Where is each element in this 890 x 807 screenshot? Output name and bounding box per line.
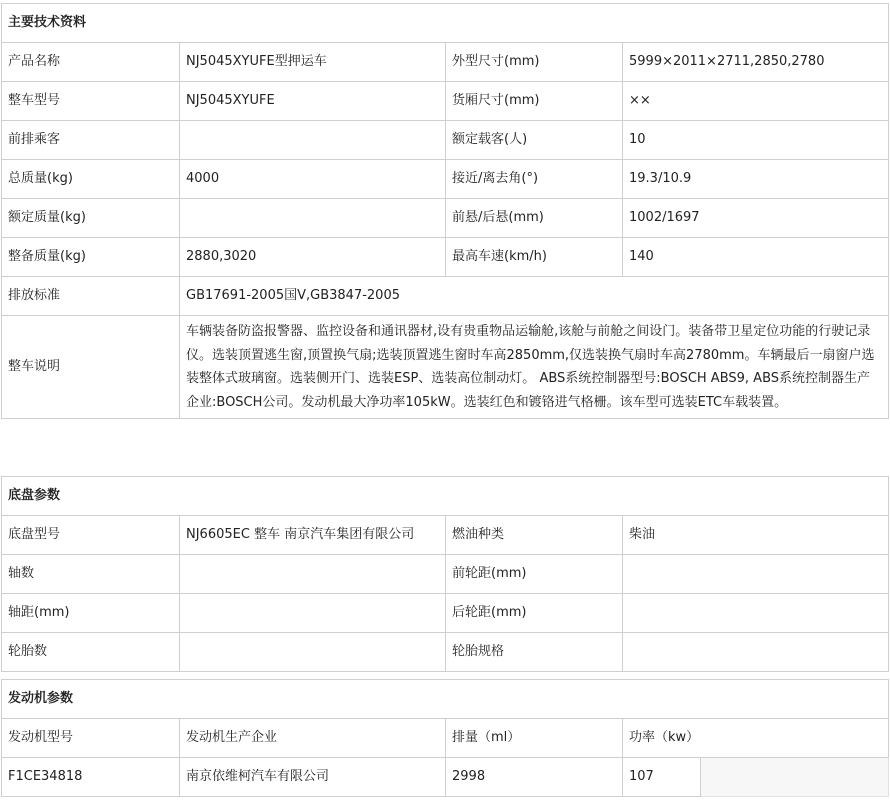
empty-cell — [701, 758, 889, 797]
engine-spec-table — [1, 679, 889, 797]
chassis-heading: 底盘参数 — [2, 477, 889, 516]
table-row: 整备质量(kg) 2880,3020 最高车速(km/h) 140 — [2, 238, 889, 277]
table-row: 底盘型号 NJ6605EC 整车 南京汽车集团有限公司 燃油种类 柴油 — [2, 516, 889, 555]
table-row: 额定质量(kg) 前悬/后悬(mm) 1002/1697 — [2, 199, 889, 238]
table-row: 总质量(kg) 4000 接近/离去角(°) 19.3/10.9 — [2, 160, 889, 199]
engine-heading: 发动机参数 — [2, 680, 889, 719]
table-row: 轴数 前轮距(mm) — [2, 555, 889, 594]
table-row: F1CE34818 南京依维柯汽车有限公司 2998 107 — [2, 758, 889, 797]
table-row: 发动机型号 发动机生产企业 排量（ml） 功率（kw） — [2, 719, 889, 758]
main-spec-heading: 主要技术资料 — [2, 4, 889, 43]
vehicle-description: 车辆装备防盗报警器、监控设备和通讯器材,设有贵重物品运输舱,该舱与前舱之间设门。装备带卫星定位功能的行驶记录仪。选装顶置逃生窗,顶置换气扇;选装顶置逃生窗时车高2850mm,仅选装换气扇时车高2780mm。车辆最后一扇窗户选装整体式玻璃窗。选装侧开门、选装ESP、选装高位制动灯。 ABS系统控制器型号:BOSCH ABS9, ABS系统控制器生产企业:BOSCH公司。发动机最大净功率105kW。选装红色和镀铬进气格栅。该车型可选装ETC车载装置。 — [180, 316, 889, 419]
table-row: 轮胎数 轮胎规格 — [2, 633, 889, 672]
chassis-spec-table — [1, 476, 889, 672]
table-row: 产品名称 NJ5045XYUFE型押运车 外型尺寸(mm) 5999×2011×2711,2850,2780 — [2, 43, 889, 82]
emission-row: 排放标准 GB17691-2005国Ⅴ,GB3847-2005 — [2, 277, 889, 316]
main-spec-table — [1, 3, 889, 419]
table-row: 轴距(mm) 后轮距(mm) — [2, 594, 889, 633]
description-row: 整车说明 车辆装备防盗报警器、监控设备和通讯器材,设有贵重物品运输舱,该舱与前舱之间设门。装备带卫星定位功能的行驶记录仪。选装顶置逃生窗,顶置换气扇;选装顶置逃生窗时车高2850mm,仅选装换气扇时车高2780mm。车辆最后一扇窗户选装整体式玻璃窗。选装侧开门、选装ESP、选装高位制动灯。 ABS系统控制器型号:BOSCH ABS9, ABS系统控制器生产企业:BOSCH公司。发动机最大净功率105kW。选装红色和镀铬进气格栅。该车型可选装ETC车载装置。 — [2, 316, 889, 419]
table-row: 前排乘客 额定载客(人) 10 — [2, 121, 889, 160]
table-row: 整车型号 NJ5045XYUFE 货厢尺寸(mm) ×× — [2, 82, 889, 121]
